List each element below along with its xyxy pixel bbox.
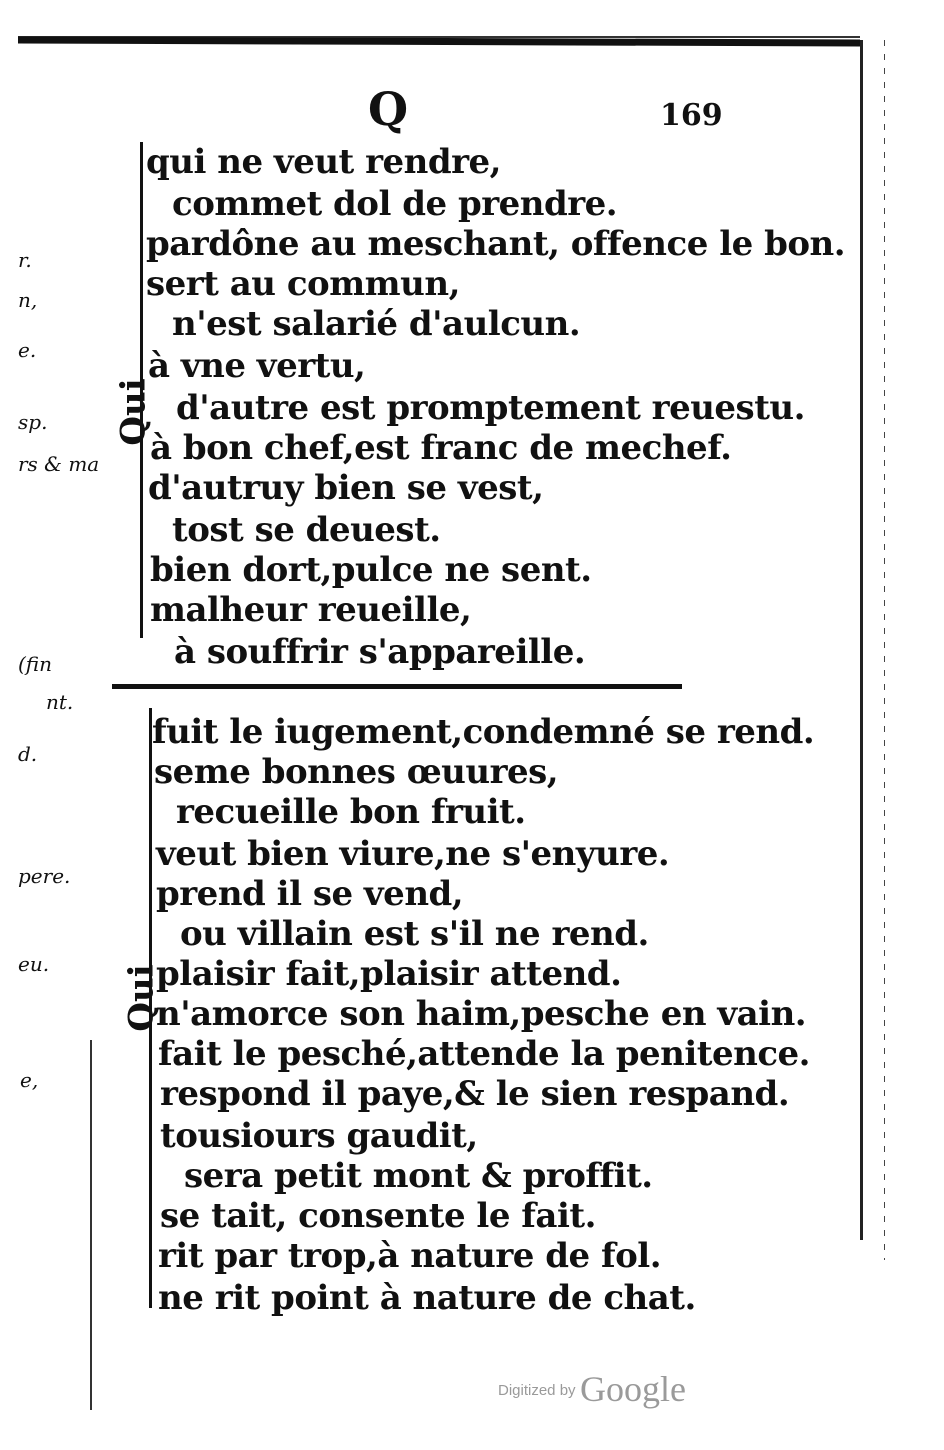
margin-fragment: e, <box>20 1068 39 1092</box>
section1-line: pardône au meschant, offence le bon. <box>146 224 846 264</box>
section1-line: d'autre est promptement reuestu. <box>176 388 805 428</box>
section-divider <box>112 684 682 689</box>
margin-fragment: sp. <box>18 410 48 434</box>
section1-line: sert au commun, <box>146 264 460 304</box>
section1-line: commet dol de prendre. <box>172 184 618 224</box>
page-left-edge <box>90 1040 92 1410</box>
section2-line: rit par trop,à nature de fol. <box>158 1236 662 1276</box>
section1-line: qui ne veut rendre, <box>146 142 502 182</box>
section2-side-word: Qui <box>121 964 162 1032</box>
margin-fragment: d. <box>18 742 38 766</box>
page-number: 169 <box>660 98 723 133</box>
section2-line: seme bonnes œuures, <box>154 752 559 792</box>
margin-fragment: eu. <box>18 952 50 976</box>
section2-line: prend il se vend, <box>156 874 464 914</box>
margin-fragment: (fin <box>18 652 53 676</box>
section2-line: n'amorce son haim,pesche en vain. <box>156 994 807 1034</box>
section1-line: à bon chef,est franc de mechef. <box>150 428 732 468</box>
section1-line: tost se deuest. <box>172 510 441 550</box>
section1-line: à vne vertu, <box>148 346 366 386</box>
section2-line: respond il paye,& le sien respand. <box>160 1074 790 1114</box>
section2-line: sera petit mont & proffit. <box>184 1156 653 1196</box>
section2-line: fuit le iugement,condemné se rend. <box>152 712 815 752</box>
section2-line: tousiours gaudit, <box>160 1116 478 1156</box>
digitization-watermark <box>498 1368 686 1410</box>
section1-line: bien dort,pulce ne sent. <box>150 550 592 590</box>
section1-line: d'autruy bien se vest, <box>148 468 544 508</box>
section1-line: malheur reueille, <box>150 590 472 630</box>
section-letter: Q <box>368 82 409 136</box>
watermark-logo: Google <box>580 1369 686 1409</box>
section2-line: recueille bon fruit. <box>176 792 526 832</box>
margin-fragment: nt. <box>46 690 74 714</box>
section1-line: n'est salarié d'aulcun. <box>172 304 581 344</box>
section2-line: se tait, consente le fait. <box>160 1196 596 1236</box>
page-right-edge <box>860 40 863 1240</box>
gutter-edge <box>884 40 885 1260</box>
margin-fragment: n, <box>18 288 38 312</box>
section1-side-word: Qui <box>113 378 154 446</box>
margin-fragment: r. <box>18 248 32 272</box>
section2-line: ne rit point à nature de chat. <box>158 1278 696 1318</box>
margin-fragment: pere. <box>18 864 71 888</box>
top-rule <box>18 37 860 47</box>
margin-fragment: e. <box>18 338 37 362</box>
section2-line: fait le pesché,attende la penitence. <box>158 1034 811 1074</box>
section2-line: plaisir fait,plaisir attend. <box>156 954 622 994</box>
section2-line: veut bien viure,ne s'enyure. <box>156 834 670 874</box>
section2-line: ou villain est s'il ne rend. <box>180 914 649 954</box>
margin-fragment: rs & ma <box>18 452 100 476</box>
watermark-prefix: Digitized by <box>498 1382 576 1399</box>
section1-line: à souffrir s'appareille. <box>174 632 586 672</box>
